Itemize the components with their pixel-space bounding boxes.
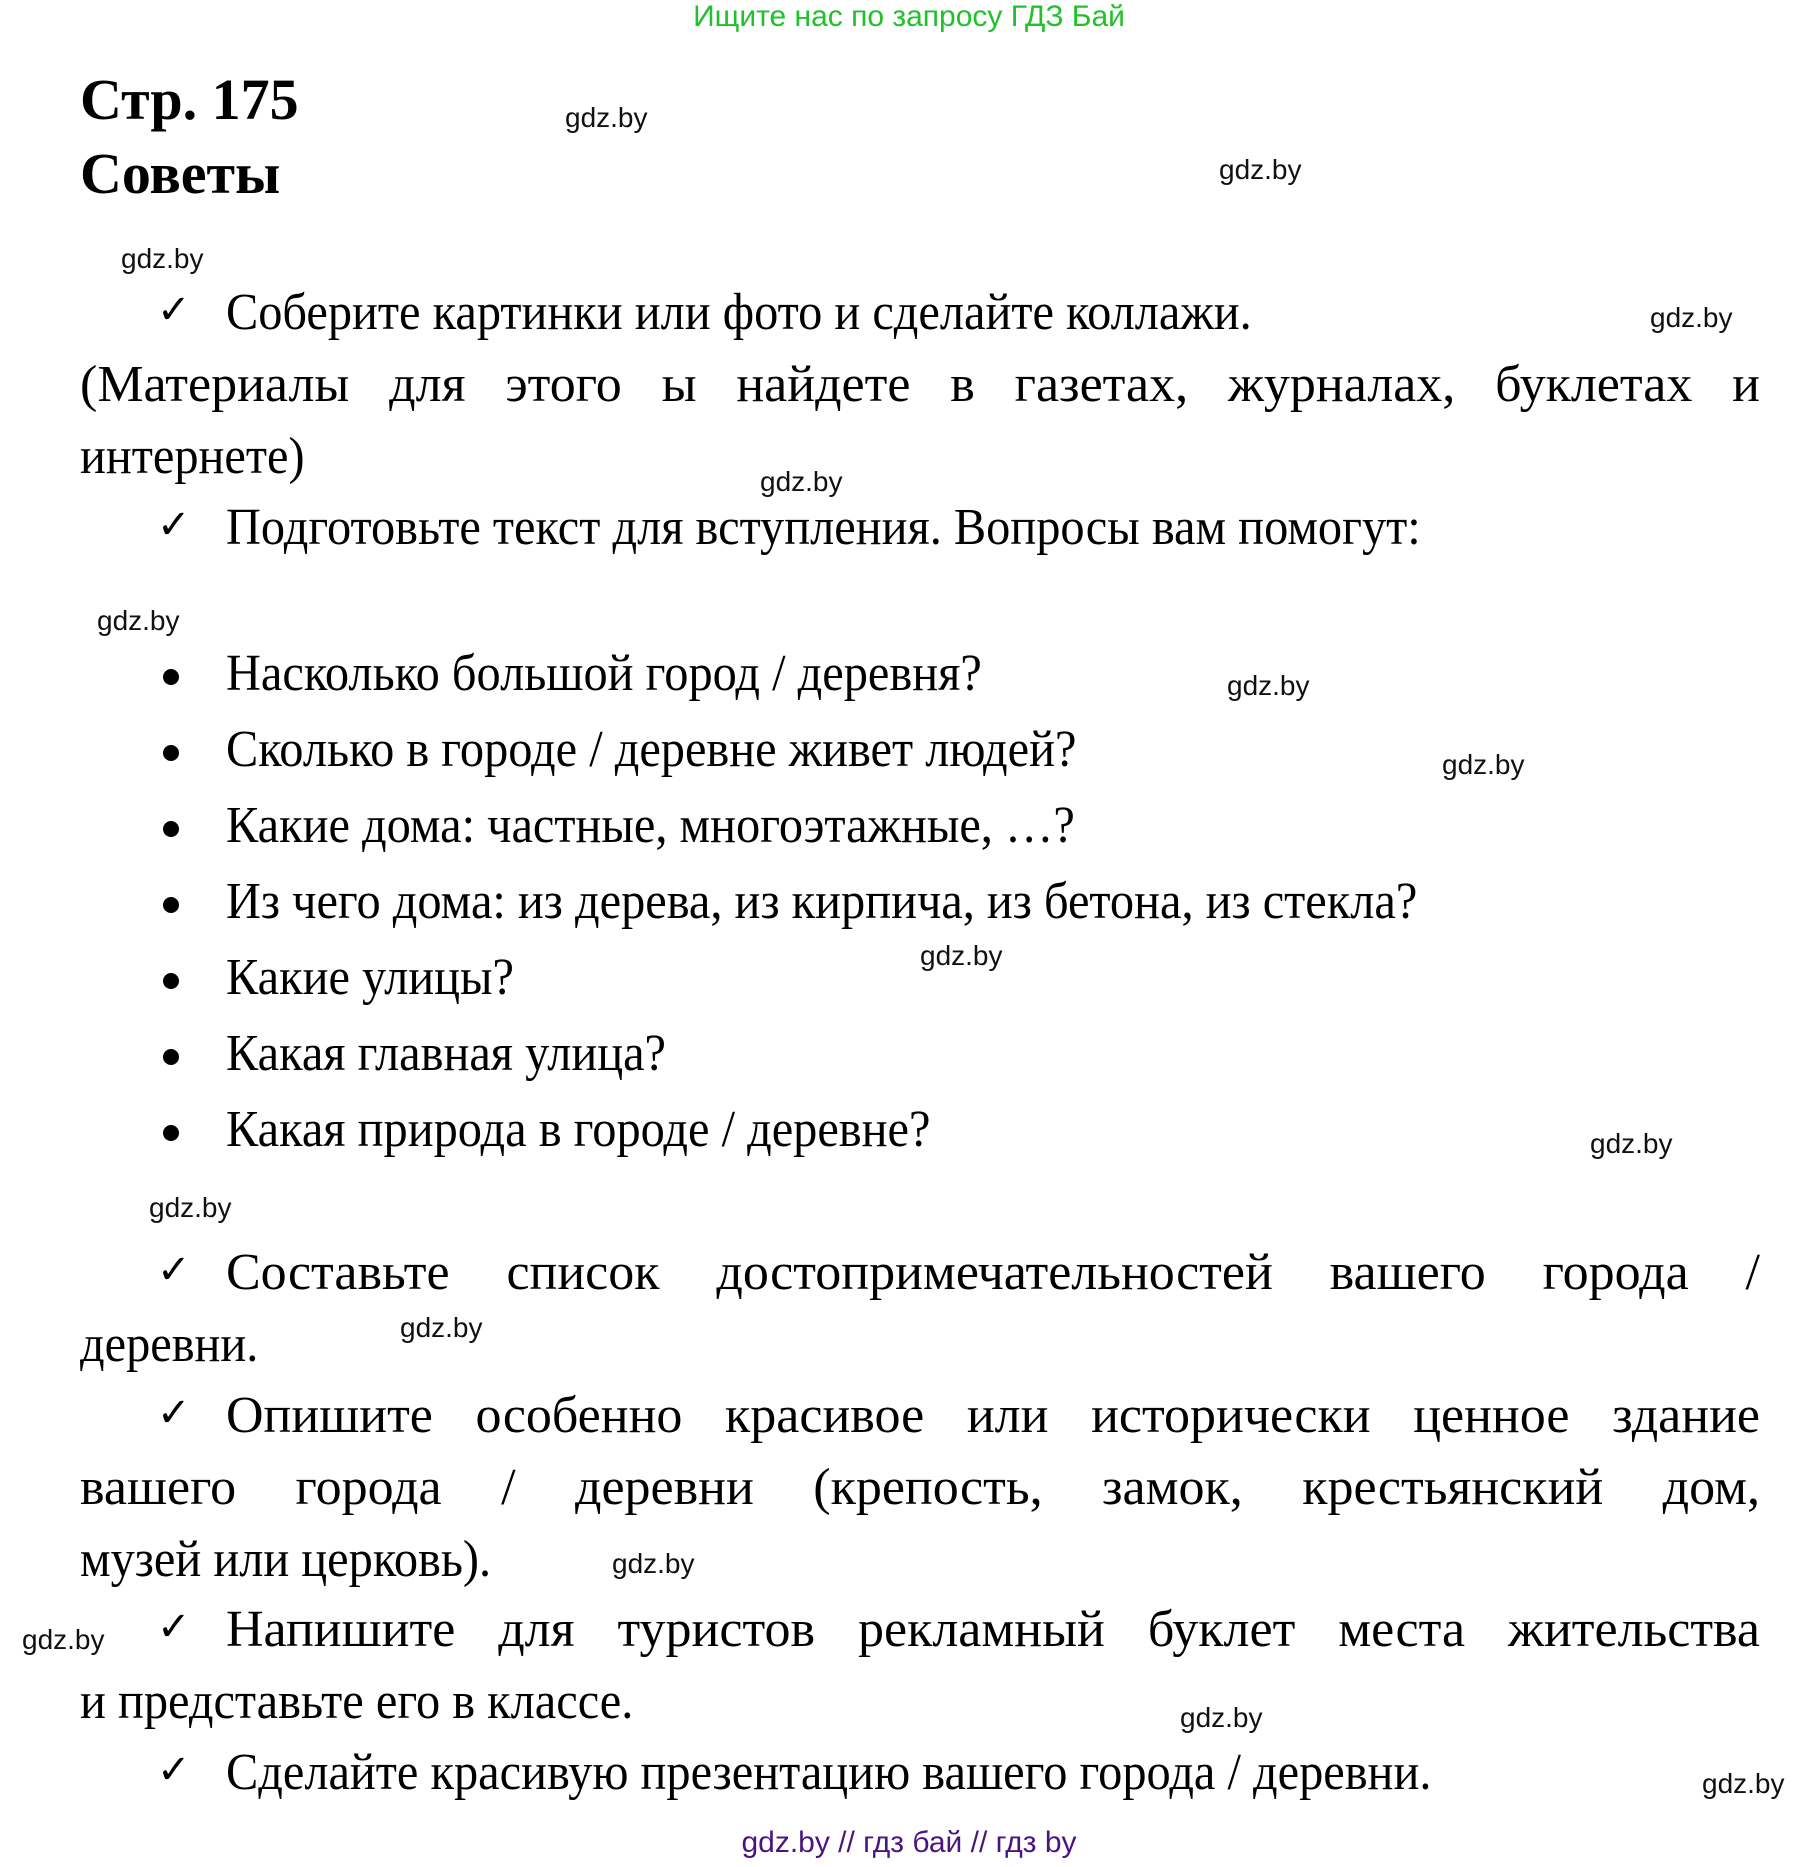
watermark: gdz.by — [1650, 302, 1733, 333]
check-icon: ✓ — [157, 287, 191, 333]
watermark: gdz.by — [22, 1624, 105, 1655]
question-4: Из чего дома: из дерева, из кирпича, из бетона, из стекла? — [226, 873, 1418, 930]
bullet-icon — [163, 973, 179, 989]
watermark: gdz.by — [920, 940, 1003, 971]
question-5: Какие улицы? — [226, 949, 514, 1006]
watermark: gdz.by — [400, 1312, 483, 1343]
tip-4-line-1: Опишите особенно красивое или исторически ценное здание — [226, 1387, 1760, 1444]
tip-1-line-1: Соберите картинки или фото и сделайте коллажи. — [226, 284, 1252, 341]
watermark: gdz.by — [612, 1548, 695, 1579]
question-2: Сколько в городе / деревне живет людей? — [226, 721, 1077, 778]
bullet-icon — [163, 745, 179, 761]
tip-4-line-2: вашего города / деревни (крепость, замок, крестьянский дом, — [80, 1459, 1760, 1516]
watermark: gdz.by — [1442, 749, 1525, 780]
tip-3-line-1: Составьте список достопримечательностей вашего города / — [226, 1244, 1760, 1301]
tip-5-line-1: Напишите для туристов рекламный буклет места жительства — [226, 1601, 1760, 1658]
page-number-title: Стр. 175 — [80, 67, 299, 132]
question-1: Насколько большой город / деревня? — [226, 645, 982, 702]
check-icon: ✓ — [157, 502, 191, 548]
question-6: Какая главная улица? — [226, 1025, 667, 1082]
watermark: gdz.by — [1590, 1128, 1673, 1159]
tip-1-line-2: (Материалы для этого ы найдете в газетах, журналах, буклетах и — [80, 356, 1760, 413]
tip-4-line-3: музей или церковь). — [80, 1531, 492, 1588]
bullet-icon — [163, 669, 179, 685]
tip-6-line-1: Сделайте красивую презентацию вашего города / деревни. — [226, 1744, 1432, 1801]
tip-1-line-3: интернете) — [80, 428, 305, 485]
check-icon: ✓ — [157, 1747, 191, 1793]
tip-2-line-1: Подготовьте текст для вступления. Вопросы вам помогут: — [226, 499, 1421, 556]
check-icon: ✓ — [157, 1604, 191, 1650]
search-banner[interactable]: Ищите нас по запросу ГДЗ Бай — [693, 0, 1125, 33]
watermark: gdz.by — [1227, 670, 1310, 701]
tip-3-line-2: деревни. — [80, 1316, 259, 1373]
check-icon: ✓ — [157, 1390, 191, 1436]
footer-links[interactable]: gdz.by // гдз бай // гдз by — [741, 1826, 1077, 1859]
watermark: gdz.by — [1702, 1768, 1785, 1799]
bullet-icon — [163, 1049, 179, 1065]
bullet-icon — [163, 897, 179, 913]
tip-5-line-2: и представьте его в классе. — [80, 1673, 634, 1730]
bullet-icon — [163, 1125, 179, 1141]
watermark: gdz.by — [149, 1192, 232, 1223]
watermark: gdz.by — [760, 466, 843, 497]
bullet-icon — [163, 821, 179, 837]
watermark: gdz.by — [121, 243, 204, 274]
watermark: gdz.by — [1219, 154, 1302, 185]
watermark: gdz.by — [97, 605, 180, 636]
section-title: Советы — [80, 141, 281, 206]
check-icon: ✓ — [157, 1247, 191, 1293]
watermark: gdz.by — [565, 102, 648, 133]
question-7: Какая природа в городе / деревне? — [226, 1101, 931, 1158]
watermark: gdz.by — [1180, 1702, 1263, 1733]
question-3: Какие дома: частные, многоэтажные, …? — [226, 797, 1075, 854]
